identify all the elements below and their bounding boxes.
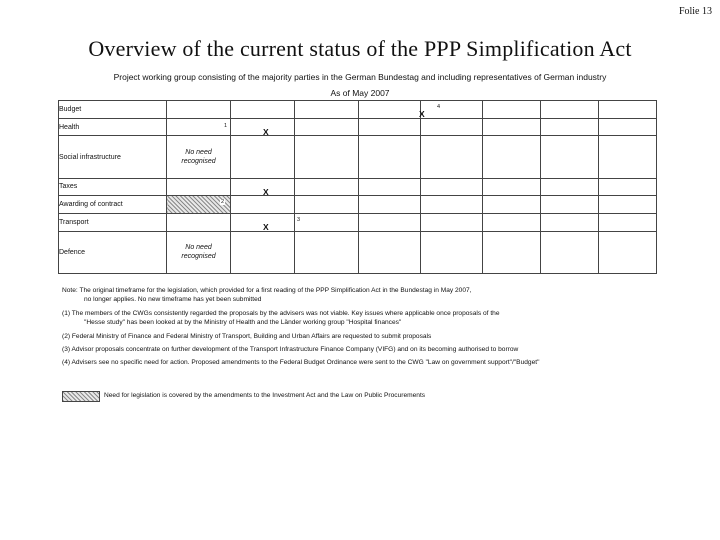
- table-cell: [541, 178, 599, 196]
- legend-hatch-swatch: [62, 391, 100, 402]
- note-text: Note: The original timeframe for the legislation, which provided for a first reading of the PPP Simplification Act in the Bundestag in May 2007,: [62, 287, 472, 294]
- row-label: Budget: [59, 101, 167, 119]
- table-cell: [167, 178, 231, 196]
- table-cell: [599, 178, 657, 196]
- table-cell: [421, 118, 483, 136]
- table-cell: [231, 118, 295, 136]
- note-text: no longer applies. No new timeframe has yet been submitted: [84, 296, 262, 304]
- footnote-ref: 4: [437, 104, 441, 110]
- slide-number: Folie 13: [678, 6, 712, 17]
- table-cell: [359, 136, 421, 178]
- subtitle: Project working group consisting of the majority parties in the German Bundestag and including representatives of German industry: [113, 72, 607, 82]
- row-label: Awarding of contract: [59, 196, 167, 214]
- table-cell: [599, 231, 657, 273]
- table-cell: [541, 136, 599, 178]
- table-cell: [231, 136, 295, 178]
- table-cell: [483, 101, 541, 119]
- table-cell: [599, 101, 657, 119]
- table-cell: [231, 196, 295, 214]
- table-cell: [421, 196, 483, 214]
- table-row: [59, 101, 657, 119]
- status-mark: X: [263, 186, 269, 197]
- status-text: recognised: [181, 253, 216, 261]
- table-cell: [421, 214, 483, 232]
- row-label: Social infrastructure: [59, 136, 167, 178]
- table-cell: [167, 101, 231, 119]
- table-row: [59, 231, 657, 273]
- table-cell: [359, 231, 421, 273]
- table-cell: [359, 178, 421, 196]
- row-label: Taxes: [59, 178, 167, 196]
- table-cell: [421, 178, 483, 196]
- table-cell: [295, 101, 359, 119]
- table-cell: [483, 178, 541, 196]
- notes-section: [62, 286, 702, 368]
- row-label: Defence: [59, 231, 167, 273]
- page-title: Overview of the current status of the PPP Simplification Act: [88, 36, 632, 61]
- table-cell: [295, 136, 359, 178]
- table-cell: [295, 214, 359, 232]
- table-cell: [295, 178, 359, 196]
- table-cell: [359, 101, 425, 119]
- table-row: [59, 118, 657, 136]
- table-cell: [483, 196, 541, 214]
- table-cell: [421, 136, 483, 178]
- row-label: Health: [59, 118, 167, 136]
- table-cell: [421, 101, 483, 119]
- table-cell: [599, 118, 657, 136]
- status-text: No need: [185, 244, 212, 252]
- row-label: Transport: [59, 214, 167, 232]
- status-mark: X: [263, 126, 269, 137]
- table-cell: [421, 231, 483, 273]
- table-cell: [231, 178, 295, 196]
- table-cell: [483, 136, 541, 178]
- table-row: [59, 214, 657, 232]
- table-row: [59, 178, 657, 196]
- table-cell: [359, 118, 421, 136]
- table-cell: [231, 214, 295, 232]
- table-cell: [599, 196, 657, 214]
- table-cell: [167, 118, 231, 136]
- footnote-ref: 1: [224, 122, 228, 129]
- table-row: [59, 196, 657, 214]
- footnote-3: (3) Advisor proposals concentrate on further development of the Transport Infrastructure Finance Company (VIFG) and on its becoming authorised to borrow: [62, 346, 519, 354]
- table-cell: [295, 118, 359, 136]
- table-cell: [167, 214, 231, 232]
- footnote-ref: 3: [297, 217, 301, 224]
- status-no-need: [167, 136, 231, 178]
- table-cell: [231, 101, 295, 119]
- footnote-1: (1) The members of the CWGs consistently regarded the proposals by the advisers was not viable. Key issues where applicable once proposals of the: [62, 309, 500, 317]
- status-text: recognised: [181, 158, 216, 166]
- status-mark: X: [263, 222, 269, 233]
- footnote-2: (2) Federal Ministry of Finance and Federal Ministry of Transport, Building and Urban Affairs are requested to submit proposals: [62, 332, 432, 340]
- table-cell: [541, 214, 599, 232]
- status-table: [58, 100, 657, 274]
- table-cell: [483, 231, 541, 273]
- legend-text: Need for legislation is covered by the amendments to the Investment Act and the Law on Public Procurements: [104, 392, 426, 399]
- table-cell: [541, 118, 599, 136]
- footnote-ref: 2: [221, 199, 225, 206]
- table-cell: [231, 231, 295, 273]
- status-text: No need: [185, 149, 212, 157]
- footnote-1-continued: "Hesse study" has been looked at by the Ministry of Health and the Länder working group "Hospital finances": [84, 319, 402, 327]
- as-of-date: As of May 2007: [330, 88, 390, 98]
- table-cell: [541, 231, 599, 273]
- table-cell: [599, 214, 657, 232]
- table-cell: [359, 196, 421, 214]
- table-cell: [483, 214, 541, 232]
- table-row: [59, 136, 657, 178]
- status-mark: X: [419, 109, 425, 119]
- table-cell: [295, 196, 359, 214]
- table-cell: [483, 118, 541, 136]
- table-cell: [541, 101, 599, 119]
- footnote-4: (4) Advisers see no specific need for action. Proposed amendments to the Federal Budget Ordinance were sent to the CWG "Law on government support"/"Budget": [62, 359, 540, 367]
- table-cell: [295, 231, 359, 273]
- table-cell: [599, 136, 657, 178]
- table-cell: [541, 196, 599, 214]
- table-cell: [359, 214, 421, 232]
- status-no-need: [167, 231, 231, 273]
- hatched-cell: [167, 196, 231, 214]
